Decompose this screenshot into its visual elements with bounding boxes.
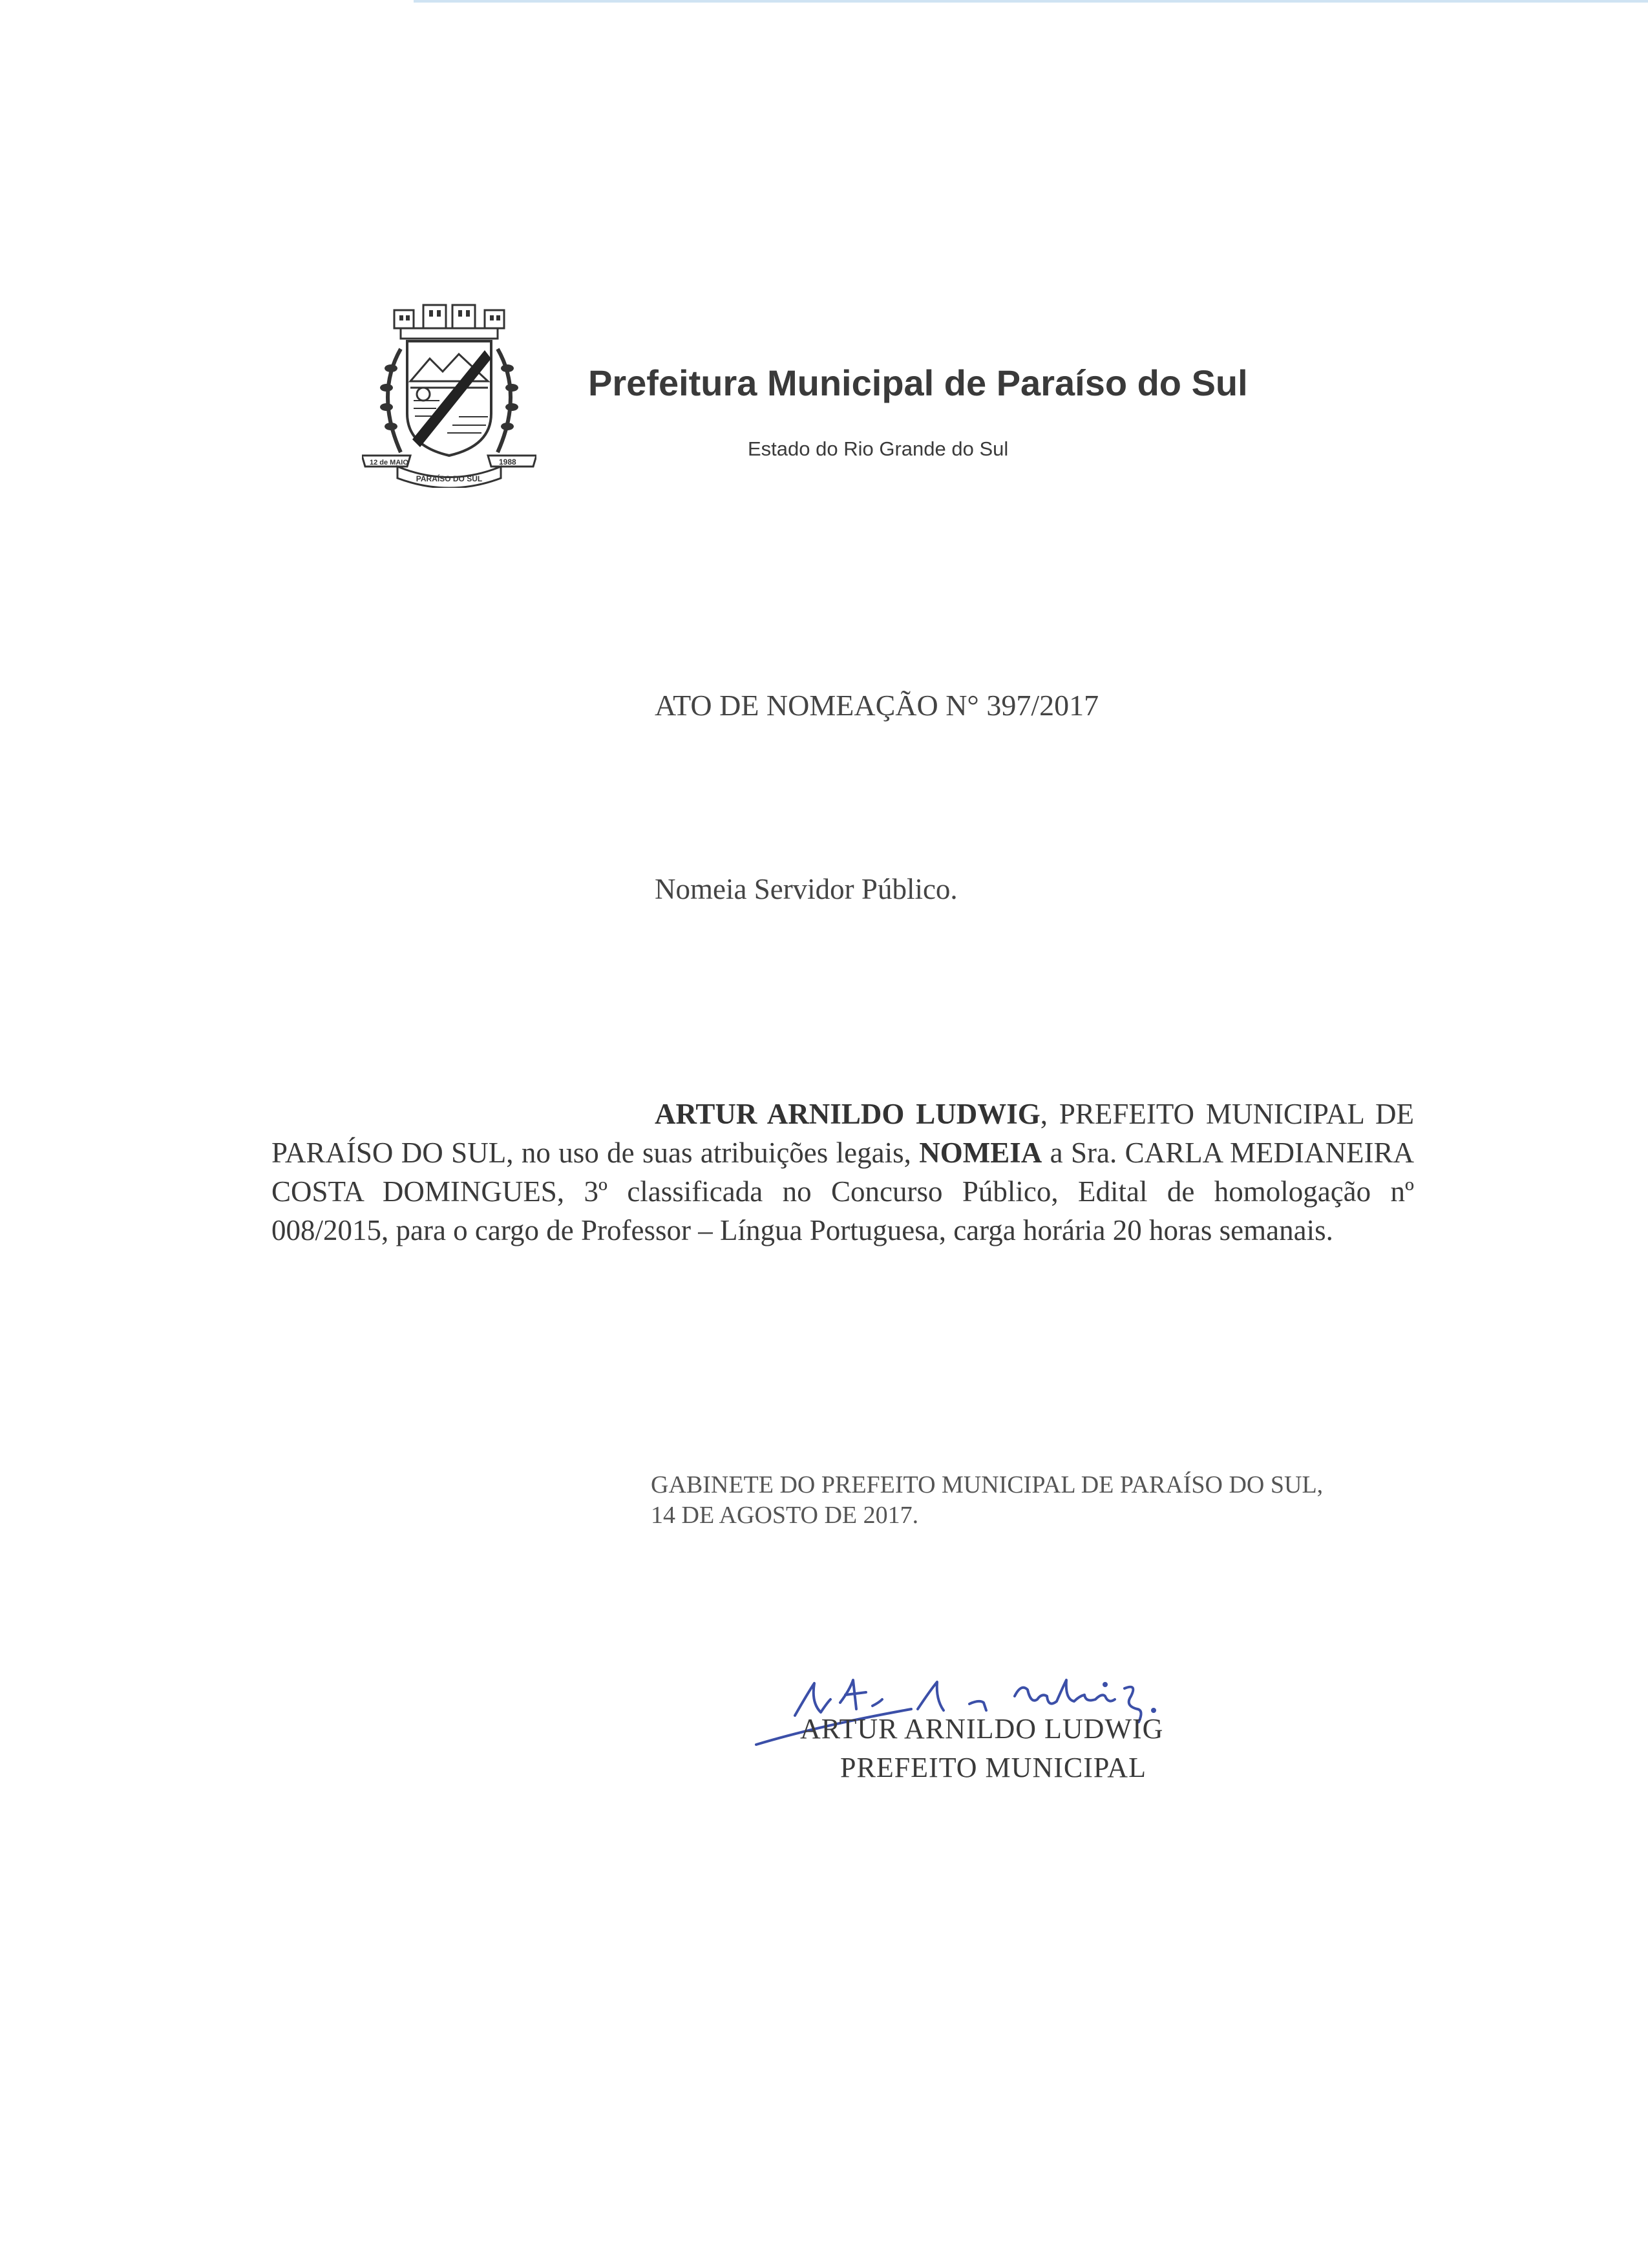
coat-of-arms-icon bbox=[362, 304, 536, 488]
signer-role: PREFEITO MUNICIPAL bbox=[840, 1752, 1146, 1783]
crest-banner-right: 1988 bbox=[499, 457, 516, 467]
body-text-part-2: a Sra. CARLA MEDIANEIRA COSTA DOMINGUES, 3º classificada no Concurso Público, Edital de homologação nº 008/2015, para o cargo de Professor – Língua Portuguesa, carga horária 20 horas semanais. bbox=[271, 1137, 1415, 1246]
organization-name: Prefeitura Municipal de Paraíso do Sul bbox=[588, 362, 1248, 403]
closing-office: GABINETE DO PREFEITO MUNICIPAL DE PARAÍSO DO SUL, bbox=[651, 1471, 1324, 1498]
appoint-verb: NOMEIA bbox=[919, 1137, 1042, 1169]
crest-banner-left: 12 de MAIO bbox=[370, 459, 408, 467]
closing-block bbox=[651, 1470, 1323, 1531]
act-subject: Nomeia Servidor Público. bbox=[655, 873, 958, 905]
appointment-paragraph bbox=[271, 1095, 1414, 1250]
municipal-crest bbox=[362, 304, 536, 488]
closing-date: 14 DE AGOSTO DE 2017. bbox=[651, 1502, 919, 1529]
body-text-part-1: , PREFEITO MUNICIPAL DE PARAÍSO DO SUL, no uso de suas atribuições legais, bbox=[271, 1098, 1414, 1169]
act-title: ATO DE NOMEAÇÃO N° 397/2017 bbox=[655, 689, 1099, 722]
crest-ribbon-text: PARAÍSO DO SUL bbox=[416, 474, 483, 483]
signer-name: ARTUR ARNILDO LUDWIG bbox=[800, 1713, 1164, 1745]
mayor-name: ARTUR ARNILDO LUDWIG bbox=[655, 1098, 1041, 1130]
scan-edge bbox=[414, 0, 1648, 3]
organization-state: Estado do Rio Grande do Sul bbox=[748, 437, 1009, 460]
